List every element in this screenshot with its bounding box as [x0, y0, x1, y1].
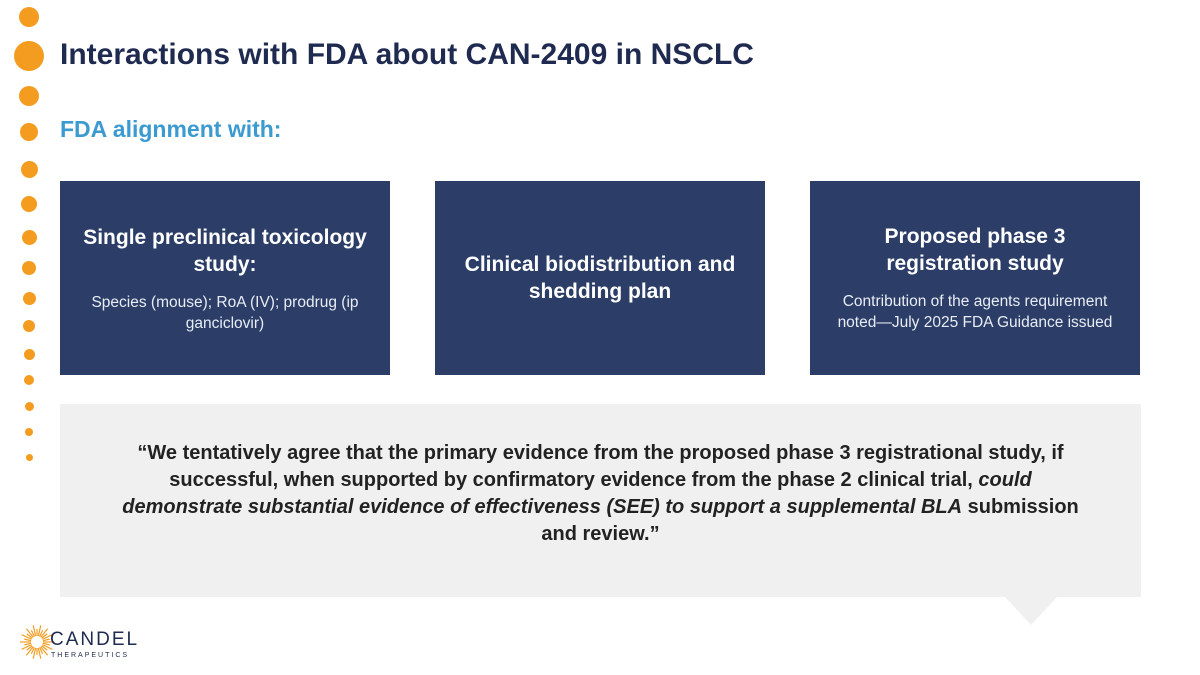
decorative-dot	[23, 320, 35, 332]
page-title: Interactions with FDA about CAN-2409 in NSCLC	[60, 38, 754, 71]
quote-bubble-tail	[1005, 597, 1057, 625]
quote-part-1: “We tentatively agree that the primary evidence from the proposed phase 3 registrational study, if successful, when supported by confirmatory evidence from the phase 2 clinical trial,	[137, 441, 1064, 491]
card-heading: Proposed phase 3 registration study	[884, 225, 1066, 275]
logo-name: CANDEL	[50, 629, 140, 650]
decorative-dot	[21, 161, 38, 178]
logo-tagline: THERAPEUTICS	[51, 652, 130, 659]
decorative-dot	[19, 7, 39, 27]
decorative-dot	[21, 196, 37, 212]
card-body: Species (mouse); RoA (IV); prodrug (ip ganciclovir)	[91, 294, 359, 332]
candel-logo	[20, 615, 150, 670]
section-subtitle: FDA alignment with:	[60, 116, 282, 142]
decorative-dot	[25, 428, 33, 436]
card-phase3-study	[810, 181, 1140, 375]
fda-quote-text	[121, 440, 1081, 548]
card-preclinical-toxicology	[60, 181, 390, 375]
decorative-dot	[23, 292, 36, 305]
decorative-dot	[22, 230, 37, 245]
decorative-dot	[20, 123, 38, 141]
decorative-dot	[19, 86, 39, 106]
card-heading: Single preclinical toxicology study:	[83, 226, 367, 276]
decorative-dot	[14, 41, 44, 71]
decorative-dot	[22, 261, 36, 275]
decorative-dot-column	[0, 0, 60, 675]
decorative-dot	[24, 349, 35, 360]
card-biodistribution-plan	[435, 181, 765, 375]
card-heading: Clinical biodistribution and shedding plan	[464, 253, 736, 303]
decorative-dot	[26, 454, 33, 461]
decorative-dot	[25, 402, 34, 411]
quote-part-2: submission and review.”	[541, 495, 1079, 545]
card-body: Contribution of the agents requirement noted—July 2025 FDA Guidance issued	[837, 293, 1113, 331]
fda-quote-box	[60, 404, 1141, 597]
decorative-dot	[24, 375, 34, 385]
quote-emphasis: could demonstrate substantial evidence of effectiveness (SEE) to support a supplemental BLA	[122, 468, 1032, 518]
